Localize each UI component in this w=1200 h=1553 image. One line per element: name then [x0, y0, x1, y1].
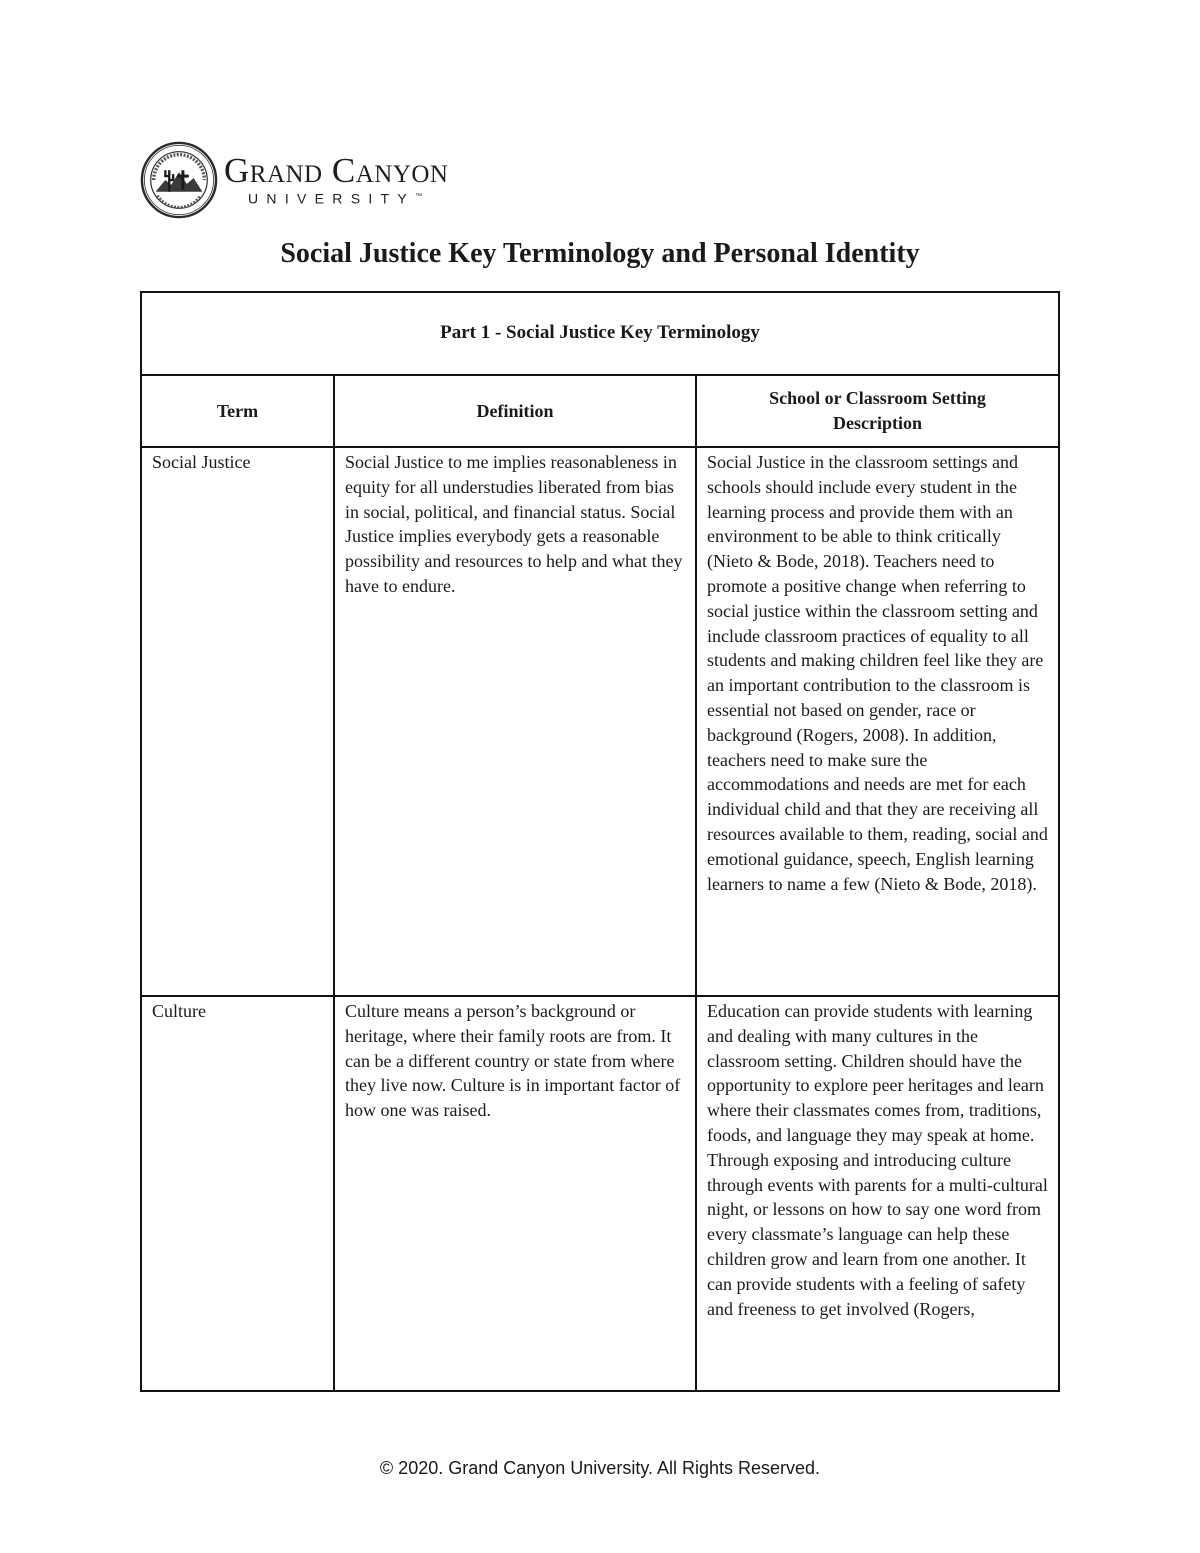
description-cell: Education can provide students with learning and dealing with many cultures in the classroom setting. Children should have the opportunity to explore peer heritages and learn where their classmates comes from, traditions, foods, and language they may speak at home. Through exposing and introducing culture through events with parents for a multi-cultural night, or lessons on how to say one word from every classmate’s language can help these children grow and learn from one another. It can provide students with a feeling of safety and freeness to get involved (Rogers, — [696, 996, 1059, 1391]
document-title: Social Justice Key Terminology and Personal Identity — [280, 238, 920, 269]
university-seal-icon — [140, 141, 218, 219]
table-row — [141, 447, 1059, 996]
term-cell: Social Justice — [141, 447, 334, 996]
logo-wordmark — [224, 153, 448, 207]
table-row — [141, 996, 1059, 1391]
copyright-footer: © 2020. Grand Canyon University. All Rights Reserved. — [379, 1458, 821, 1478]
column-header-description: School or Classroom Setting Description — [696, 375, 1059, 447]
description-cell: Social Justice in the classroom settings and schools should include every student in the learning process and provide them with an environment to be able to think critically (Nieto & Bode, 2018). Teachers need to promote a positive change when referring to social justice within the classroom setting and include classroom practices of equality to all students and making children feel like they are an important contribution to the classroom is essential not based on gender, race or background (Rogers, 2008). In addition, teachers need to make sure the accommodations and needs are met for each individual child and that they are receiving all resources available to them, reading, social and emotional guidance, speech, English learning learners to name a few (Nieto & Bode, 2018). — [696, 447, 1059, 996]
definition-cell: Culture means a person’s background or heritage, where their family roots are from. It can be a different country or state from where they live now. Culture is in important factor of how one was raised. — [334, 996, 696, 1391]
definition-cell: Social Justice to me implies reasonableness in equity for all understudies liberated from bias in social, political, and financial status. Social Justice implies everybody gets a reasonable possibility and resources to help and what they have to endure. — [334, 447, 696, 996]
column-header-term: Term — [141, 375, 334, 447]
terminology-table — [140, 291, 1060, 1392]
university-logo — [140, 141, 448, 219]
term-cell: Culture — [141, 996, 334, 1391]
trademark-symbol: ™ — [415, 193, 423, 201]
logo-subtitle: UNIVERSITY™ — [248, 190, 423, 207]
part-title: Part 1 - Social Justice Key Terminology — [141, 292, 1059, 375]
logo-name: Grand Canyon — [224, 151, 449, 191]
column-header-definition: Definition — [334, 375, 696, 447]
